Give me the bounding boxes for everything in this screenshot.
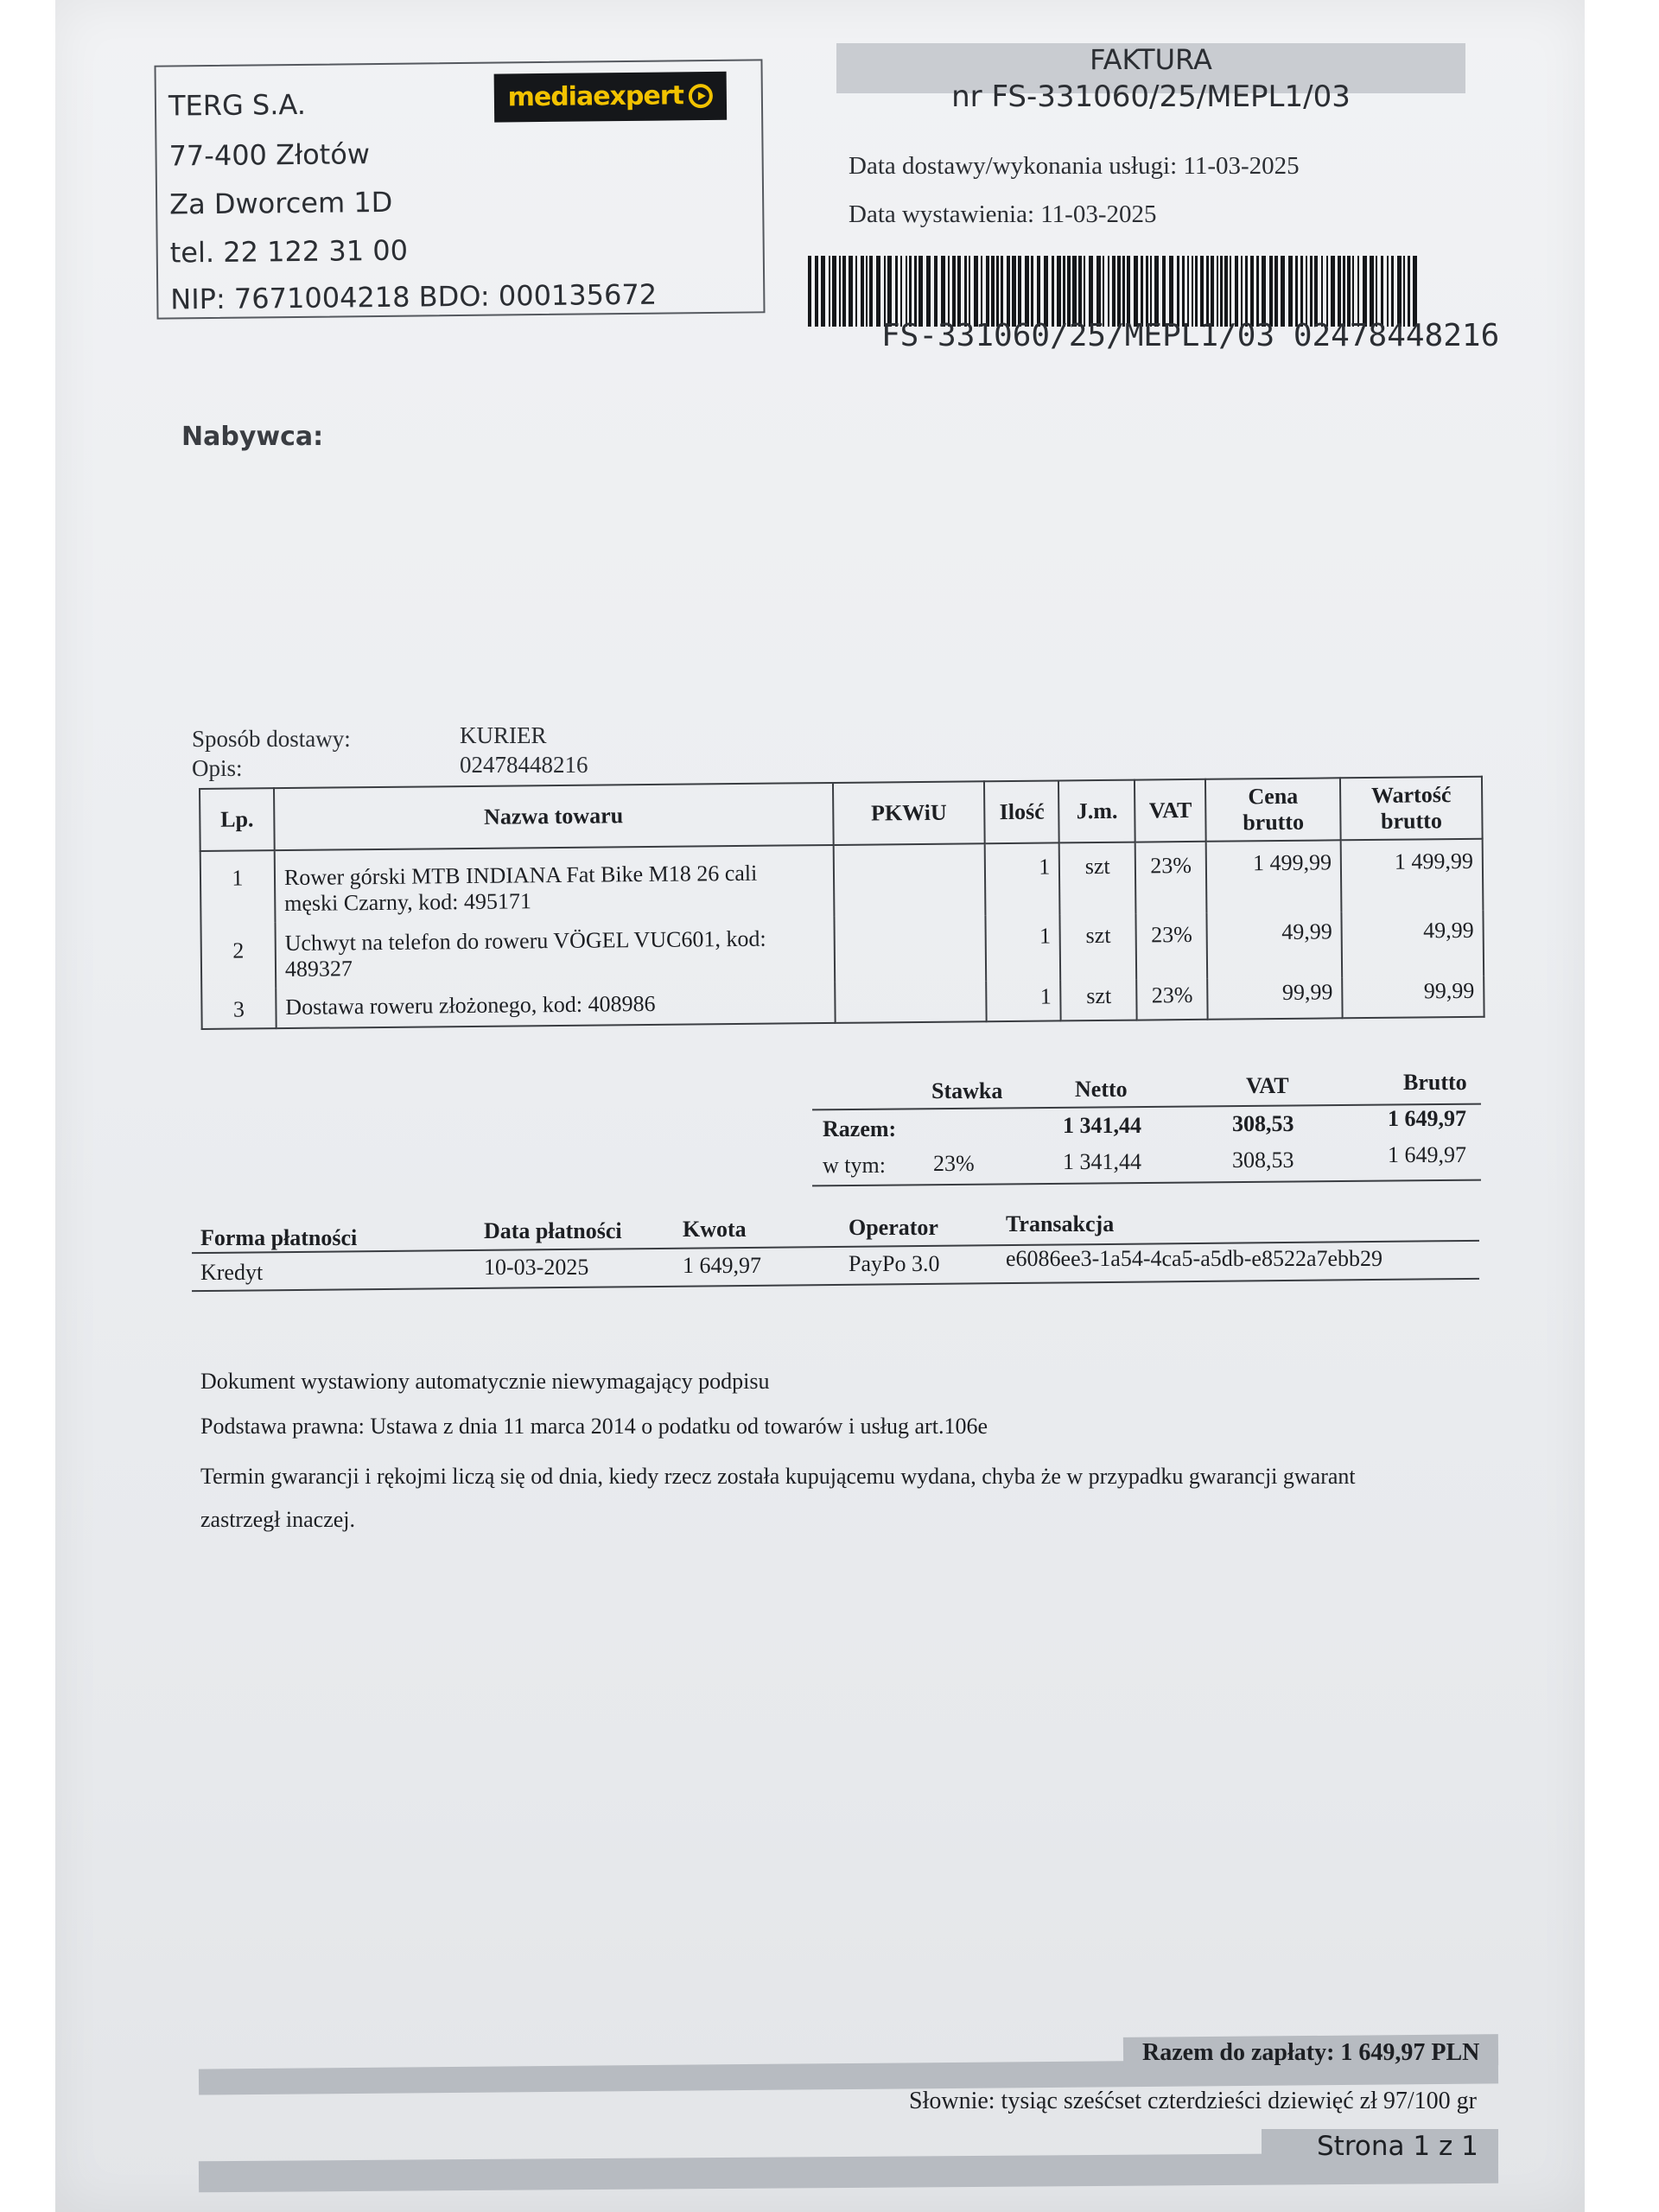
barcode-bar: [1078, 256, 1082, 327]
row-value: 1 499,99: [1341, 839, 1484, 912]
barcode-bar: [1376, 256, 1377, 327]
barcode-bar: [1001, 256, 1003, 327]
summary-incl-vat: 308,53: [1232, 1147, 1294, 1173]
seller-street: Za Dworcem 1D: [168, 185, 393, 221]
row-name-line1: Uchwyt na telefon do roweru VÖGEL VUC601, kod:: [284, 925, 766, 957]
barcode-bar: [1025, 256, 1029, 327]
col-pkwiu: PKWiU: [833, 781, 985, 845]
barcode-bar: [1321, 256, 1323, 327]
barcode-bar: [1381, 256, 1383, 327]
barcode-bar: [1037, 256, 1040, 327]
col-price: [1205, 778, 1341, 841]
barcode-bar: [1235, 256, 1238, 327]
row-name-line2: męski Czarny, kod: 495171: [284, 888, 532, 917]
barcode-bar: [1182, 256, 1185, 327]
barcode-bar: [900, 256, 902, 327]
barcode-bar: [1067, 256, 1071, 327]
barcode-bar: [1052, 256, 1054, 327]
row-name: [275, 845, 835, 922]
barcode-bar: [1195, 256, 1198, 327]
note-warranty-2: zastrzegł inaczej.: [200, 1507, 355, 1532]
issue-date: Data wystawienia: 11-03-2025: [849, 200, 1157, 228]
barcode-bar: [1363, 256, 1367, 327]
barcode-bar: [815, 256, 818, 327]
table-row: [200, 911, 1484, 988]
row-qty: 1: [987, 980, 1061, 1021]
note-warranty-1: Termin gwarancji i rękojmi liczą się od dnia, kiedy rzecz została kupującemu wydana, chyba że w przypadku gwarancji gwarant: [200, 1464, 1356, 1489]
barcode-bar: [1112, 256, 1116, 327]
barcode-bar: [1122, 256, 1125, 327]
pay-form: Kredyt: [200, 1260, 264, 1285]
barcode-bar: [1338, 256, 1341, 327]
row-name-line2: 489327: [284, 956, 353, 982]
barcode-bar: [1413, 256, 1417, 327]
barcode-bar: [964, 256, 967, 327]
barcode-bar: [1288, 256, 1293, 327]
row-unit: szt: [1061, 980, 1137, 1021]
row-vat: 23%: [1136, 979, 1207, 1020]
delivery-desc-label: Opis:: [192, 755, 243, 781]
barcode-bar: [1103, 256, 1104, 327]
row-unit: szt: [1060, 914, 1137, 981]
barcode-bar: [1018, 256, 1021, 327]
table-row: [200, 839, 1484, 923]
barcode-bar: [1331, 256, 1335, 327]
barcode: [808, 256, 1421, 327]
barcode-bar: [914, 256, 917, 327]
pay-transaction: e6086ee3-1a54-4ca5-a5db-e8522a7ebb29: [1006, 1246, 1383, 1271]
barcode-bar: [1146, 256, 1148, 327]
footer-total-due: Razem do zapłaty: 1 649,97 PLN: [1142, 2039, 1480, 2066]
row-vat: 23%: [1136, 913, 1208, 980]
barcode-bar: [934, 256, 938, 327]
barcode-bar: [941, 256, 945, 327]
row-vat: 23%: [1135, 842, 1207, 914]
delivery-date: Data dostawy/wykonania usługi: 11-03-2025: [849, 152, 1300, 180]
barcode-bar: [855, 256, 857, 327]
row-value: 49,99: [1342, 911, 1484, 978]
seller-ids: NIP: 7671004218 BDO: 000135672: [170, 277, 658, 316]
row-name: Dostawa roweru złożonego, kod: 408986: [276, 982, 835, 1028]
seller-box: [154, 59, 765, 319]
row-pkwiu: [835, 981, 987, 1023]
barcode-bar: [1044, 256, 1048, 327]
row-qty: 1: [986, 914, 1061, 981]
barcode-bar: [1300, 256, 1303, 327]
barcode-bar: [1117, 256, 1121, 327]
barcode-bar: [981, 256, 982, 327]
barcode-bar: [996, 256, 999, 327]
barcode-bar: [1127, 256, 1130, 327]
footer-in-words: Słownie: tysiąc sześćset czterdzieści dziewięć zł 97/100 gr: [909, 2088, 1477, 2114]
row-lp: 3: [201, 988, 276, 1029]
barcode-bar: [861, 256, 864, 327]
col-lp: Lp.: [200, 788, 275, 851]
row-lp: 2: [200, 922, 276, 988]
barcode-bar: [1269, 256, 1273, 327]
barcode-bar: [1256, 256, 1259, 327]
row-price: 99,99: [1207, 977, 1342, 1019]
invoice-title: FAKTURA: [1090, 43, 1212, 76]
barcode-bar: [869, 256, 873, 327]
summary-h-net: Netto: [1075, 1077, 1128, 1102]
row-pkwiu: [834, 915, 987, 982]
barcode-bar: [1306, 256, 1307, 327]
seller-name: TERG S.A.: [168, 87, 307, 123]
barcode-bar: [887, 256, 892, 327]
summary-incl-gross: 1 649,97: [1388, 1142, 1466, 1167]
col-qty: Ilość: [984, 780, 1059, 843]
barcode-bar: [1326, 256, 1328, 327]
logo-text-expert: expert: [593, 80, 684, 112]
barcode-bar: [1387, 256, 1389, 327]
barcode-bar: [1310, 256, 1313, 327]
barcode-bar: [1220, 256, 1223, 327]
barcode-bar: [1108, 256, 1109, 327]
col-unit: J.m.: [1058, 780, 1135, 843]
pay-date: 10-03-2025: [484, 1255, 589, 1280]
barcode-bar: [918, 256, 923, 327]
barcode-bar: [948, 256, 950, 327]
summary-total-vat: 308,53: [1232, 1111, 1294, 1136]
barcode-bar: [1031, 256, 1033, 327]
barcode-bar: [808, 256, 811, 327]
barcode-bar: [1403, 256, 1405, 327]
buyer-label: Nabywca:: [181, 422, 324, 452]
barcode-bar: [1352, 256, 1354, 327]
barcode-bar: [1162, 256, 1166, 327]
barcode-bar: [842, 256, 846, 327]
seller-phone: tel. 22 122 31 00: [169, 233, 409, 270]
barcode-bar: [1057, 256, 1061, 327]
summary-h-gross: Brutto: [1403, 1070, 1467, 1095]
summary-h-rate: Stawka: [931, 1078, 1003, 1103]
barcode-bar: [926, 256, 931, 327]
barcode-bar: [1281, 256, 1285, 327]
items-table: [199, 776, 1485, 1030]
barcode-bar: [866, 256, 868, 327]
barcode-bar: [884, 256, 886, 327]
barcode-bar: [1134, 256, 1138, 327]
barcode-bar: [1063, 256, 1065, 327]
barcode-bar: [1089, 256, 1093, 327]
seller-city: 77-400 Złotów: [168, 137, 371, 173]
delivery-method-label: Sposób dostawy:: [192, 726, 351, 752]
barcode-bar: [1408, 256, 1410, 327]
barcode-bar: [1241, 256, 1243, 327]
barcode-bar: [1224, 256, 1228, 327]
col-value-line1: Wartość: [1370, 782, 1452, 808]
barcode-bar: [876, 256, 880, 327]
barcode-bar: [849, 256, 853, 327]
pay-h-form: Forma płatności: [200, 1225, 358, 1250]
col-value: [1340, 777, 1483, 841]
col-value-line2: brutto: [1380, 808, 1443, 834]
barcode-bar: [957, 256, 961, 327]
barcode-bar: [832, 256, 836, 327]
pay-h-date: Data płatności: [484, 1218, 622, 1243]
summary-total-label: Razem:: [823, 1116, 897, 1141]
barcode-bar: [991, 256, 995, 327]
barcode-bar: [1206, 256, 1209, 327]
barcode-bar: [906, 256, 907, 327]
barcode-bar: [1177, 256, 1179, 327]
row-name: [275, 917, 834, 988]
summary-incl-label: w tym:: [823, 1153, 886, 1178]
barcode-bar: [1169, 256, 1173, 327]
row-lp: 1: [200, 850, 276, 923]
row-name-line1: Rower górski MTB INDIANA Fat Bike M18 26 cali: [283, 860, 758, 891]
barcode-bar: [1357, 256, 1359, 327]
barcode-bar: [1012, 256, 1016, 327]
row-value: 99,99: [1342, 976, 1484, 1019]
barcode-bar: [909, 256, 912, 327]
col-vat: VAT: [1135, 779, 1206, 842]
play-circle-icon: [689, 84, 713, 108]
barcode-bar: [1370, 256, 1374, 327]
barcode-bar: [1200, 256, 1204, 327]
barcode-bar: [1314, 256, 1318, 327]
note-legal: Podstawa prawna: Ustawa z dnia 11 marca 2014 o podatku od towarów i usług art.106e: [200, 1414, 988, 1439]
delivery-method-value: KURIER: [460, 722, 547, 748]
barcode-bar: [952, 256, 956, 327]
barcode-bar: [1250, 256, 1254, 327]
barcode-bar: [969, 256, 970, 327]
row-price: 49,99: [1207, 912, 1343, 978]
barcode-bar: [1245, 256, 1248, 327]
barcode-bar: [1295, 256, 1298, 327]
barcode-bar: [1084, 256, 1085, 327]
footer-page: Strona 1 z 1: [1317, 2131, 1478, 2162]
barcode-bar: [1343, 256, 1345, 327]
summary-total-gross: 1 649,97: [1388, 1106, 1466, 1131]
barcode-bar: [821, 256, 825, 327]
invoice-number: nr FS-331060/25/MEPL1/03: [951, 79, 1351, 114]
summary-h-vat: VAT: [1246, 1073, 1289, 1098]
barcode-bar: [829, 256, 830, 327]
logo-text-media: media: [507, 81, 594, 113]
row-qty: 1: [985, 842, 1060, 915]
barcode-bar: [1230, 256, 1231, 327]
note-auto: Dokument wystawiony automatycznie niewymagający podpisu: [200, 1369, 770, 1394]
pay-h-amount: Kwota: [683, 1217, 747, 1242]
summary-total-net: 1 341,44: [1063, 1113, 1141, 1138]
barcode-text: FS-331060/25/MEPL1/03 02478448216: [881, 318, 1500, 353]
barcode-bar: [1347, 256, 1351, 327]
pay-amount: 1 649,97: [683, 1253, 761, 1278]
col-price-line2: brutto: [1243, 809, 1305, 836]
barcode-bar: [839, 256, 841, 327]
barcode-bar: [1391, 256, 1394, 327]
barcode-bar: [1262, 256, 1266, 327]
row-price: 1 499,99: [1206, 840, 1342, 912]
barcode-bar: [1211, 256, 1214, 327]
pay-h-transaction: Transakcja: [1006, 1211, 1115, 1236]
barcode-bar: [1096, 256, 1101, 327]
barcode-bar: [1150, 256, 1152, 327]
barcode-bar: [974, 256, 978, 327]
barcode-bar: [1154, 256, 1159, 327]
barcode-bar: [1274, 256, 1278, 327]
summary-incl-rate: 23%: [933, 1151, 975, 1176]
row-unit: szt: [1059, 842, 1136, 915]
mediaexpert-logo: [493, 72, 727, 123]
summary-incl-net: 1 341,44: [1063, 1149, 1141, 1174]
delivery-desc-value: 02478448216: [460, 752, 588, 778]
barcode-bar: [1072, 256, 1077, 327]
barcode-bar: [1187, 256, 1189, 327]
barcode-bar: [1217, 256, 1218, 327]
col-name: Nazwa towaru: [274, 783, 833, 850]
barcode-bar: [895, 256, 898, 327]
barcode-bar: [986, 256, 989, 327]
pay-h-operator: Operator: [849, 1215, 938, 1240]
barcode-bar: [1397, 256, 1402, 327]
pay-operator: PayPo 3.0: [849, 1251, 940, 1276]
barcode-bar: [1141, 256, 1143, 327]
row-pkwiu: [833, 843, 986, 917]
barcode-bar: [1192, 256, 1193, 327]
barcode-bar: [1007, 256, 1010, 327]
col-price-line1: Cena: [1248, 783, 1299, 810]
